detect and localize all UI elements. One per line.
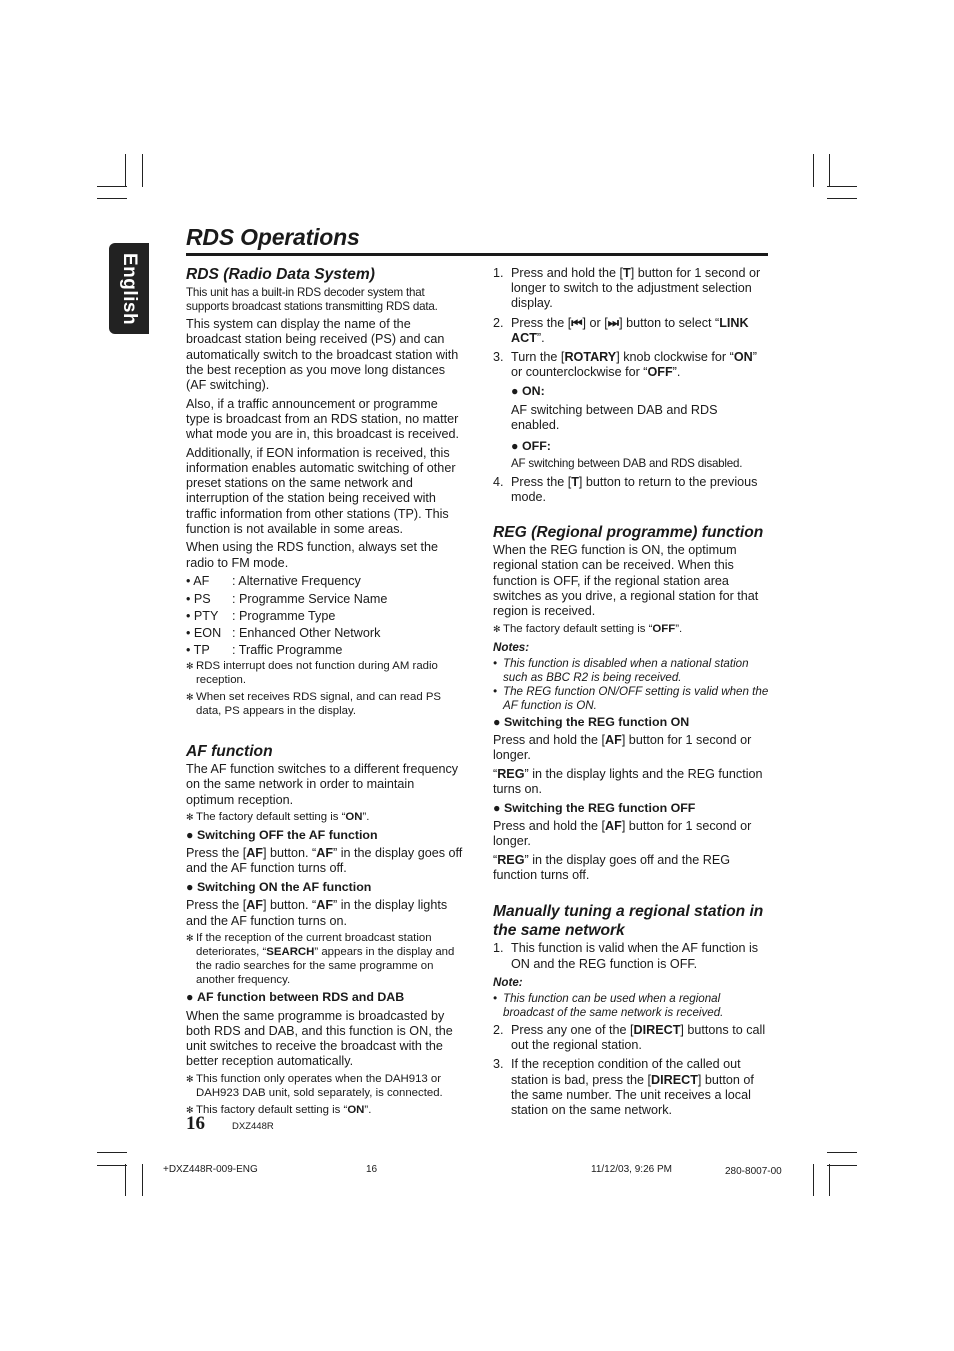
off-label: ● OFF:: [511, 439, 551, 454]
af-off-heading: ● Switching OFF the AF function: [186, 828, 378, 843]
af-heading: AF function: [186, 742, 273, 760]
af-dab-text: When the same programme is broadcasted by both RDS and DAB, and this function is ON, the unit switches to receive the broadcast with the better reception automatically.: [186, 1008, 453, 1069]
page-title: RDS Operations: [186, 224, 360, 250]
crop-mark: [829, 154, 830, 187]
af-dab-default-note: ✻ This factory default setting is “ON”.: [186, 1103, 372, 1116]
on-text: AF switching between DAB and RDS enabled.: [511, 402, 718, 432]
af-on-heading: ● Switching ON the AF function: [186, 880, 372, 895]
footer-code: 280-8007-00: [725, 1166, 782, 1177]
page-number: 16: [186, 1113, 205, 1134]
crop-mark: [827, 186, 857, 187]
rds-intro: This unit has a built-in RDS decoder system that supports broadcast stations transmitting RDS data.: [186, 285, 438, 313]
crop-mark: [813, 1164, 814, 1196]
rds-heading: RDS (Radio Data System): [186, 266, 375, 283]
on-label: ● ON:: [511, 384, 545, 399]
reg-on-text: Press and hold the [AF] button for 1 second or longer.: [493, 732, 752, 763]
step-2: 2. Press the [⏮] or [⏭] button to select “LINK ACT”.: [493, 315, 749, 345]
crop-mark: [827, 198, 857, 199]
crop-mark: [97, 186, 127, 187]
reg-heading: REG (Regional programme) function: [493, 523, 764, 541]
af-dab-heading: ● AF function between RDS and DAB: [186, 990, 405, 1005]
reg-default-note: ✻ The factory default setting is “OFF”.: [493, 622, 683, 635]
step-1: 1. Press and hold the [T] button for 1 second or longer to switch to the adjustment selection display.: [493, 266, 761, 311]
rds-note: ✻ When set receives RDS signal, and can read PS data, PS appears in the display.: [186, 690, 442, 717]
crop-mark: [827, 1152, 857, 1153]
af-dab-note: ✻ This function only operates when the DAH913 or DAH923 DAB unit, sold separately, is connected.: [186, 1072, 443, 1099]
rds-paragraph: Also, if a traffic announcement or programme type is broadcast from an RDS station, no matter what mode you are in, this broadcast is received.: [186, 396, 460, 442]
af-paragraph: The AF function switches to a different frequency on the same network in order to maintain optimum reception.: [186, 762, 459, 807]
step-4: 4. Press the [T] button to return to the previous mode.: [493, 475, 758, 505]
reg-off-display: “REG” in the display goes off and the REG function turns off.: [493, 852, 731, 883]
footer-page: 16: [366, 1164, 378, 1175]
off-text: AF switching between DAB and RDS disabled.: [511, 457, 743, 471]
next-button-icon: ⏭: [607, 315, 620, 330]
crop-mark: [142, 154, 143, 187]
title-rule: [186, 253, 768, 256]
step-3: 3. Turn the [ROTARY] knob clockwise for “ON” or counterclockwise for “OFF”.: [493, 350, 757, 380]
crop-mark: [813, 154, 814, 187]
crop-mark: [829, 1164, 830, 1196]
reg-on-display: “REG” in the display lights and the REG function turns on.: [493, 766, 763, 797]
abbreviation-row: • AF : Alternative Frequency: [186, 574, 361, 589]
af-default-note: ✻ The factory default setting is “ON”.: [186, 811, 370, 824]
crop-mark: [827, 1165, 857, 1166]
abbreviation-row: • TP : Traffic Programme: [186, 643, 343, 658]
manual-step-1: 1. This function is valid when the AF function is ON and the REG function is OFF.: [493, 941, 759, 971]
reg-notes-heading: Notes:: [493, 640, 530, 654]
prev-button-icon: ⏮: [571, 315, 583, 330]
rds-paragraph: When using the RDS function, always set the radio to FM mode.: [186, 540, 439, 570]
crop-mark: [97, 1165, 127, 1166]
manual-step-3: 3. If the reception condition of the called out station is bad, press the [DIRECT] button of the same number. The unit receives a local station on the same network.: [493, 1057, 754, 1118]
model-code: DXZ448R: [232, 1121, 274, 1132]
crop-mark: [97, 198, 127, 199]
right-column: [493, 266, 769, 1118]
rds-note: ✻ RDS interrupt does not function during AM radio reception.: [186, 660, 438, 687]
manual-step-2: 2. Press any one of the [DIRECT] buttons to call out the regional station.: [493, 1023, 766, 1053]
crop-mark: [125, 1164, 126, 1196]
footer-datetime: 11/12/03, 9:26 PM: [591, 1164, 672, 1175]
af-on-text: Press the [AF] button. “AF” in the display lights and the AF function turns on.: [186, 898, 448, 928]
reg-note: • This function is disabled when a national station such as BBC R2 is being received.: [493, 656, 749, 684]
af-search-note: ✻ If the reception of the current broadcast station deteriorates, “SEARCH” appears in the display and the radio searches for the same programme on another frequency.: [186, 932, 455, 986]
abbreviation-row: • PS : Programme Service Name: [186, 591, 388, 606]
reg-off-heading: ● Switching the REG function OFF: [493, 800, 696, 815]
abbreviation-row: • EON : Enhanced Other Network: [186, 625, 381, 640]
language-tab: [109, 243, 149, 334]
abbreviation-row: • PTY : Programme Type: [186, 608, 336, 623]
reg-paragraph: When the REG function is ON, the optimum regional station can be received. When this function is OFF, if the regional station area switches as you drive, a regional station for that region is received.: [493, 543, 759, 619]
crop-mark: [125, 154, 126, 187]
crop-mark: [142, 1164, 143, 1196]
footer-file: +DXZ448R-009-ENG: [163, 1164, 258, 1175]
rds-paragraph: This system can display the name of the broadcast station being received (PS) and can automatically switch to the broadcast station with the best reception as you move long distances (AF switching).: [186, 317, 459, 392]
language-tab-label: English: [119, 252, 140, 325]
manual-heading: Manually tuning a regional station in the same network: [493, 903, 764, 939]
manual-note-heading: Note:: [493, 975, 523, 989]
reg-off-text: Press and hold the [AF] button for 1 second or longer.: [493, 818, 752, 849]
manual-note: • This function can be used when a regional broadcast of the same network is received.: [493, 992, 724, 1020]
af-off-text: Press the [AF] button. “AF” in the display goes off and the AF function turns off.: [186, 846, 463, 876]
rds-paragraph: Additionally, if EON information is received, this information enables automatic switching of other preset stations on the same network and interruption of the station being received with traffic information from other stations (TP). This function is not available in some areas.: [186, 445, 456, 536]
crop-mark: [97, 1152, 127, 1153]
left-column: [186, 266, 464, 1120]
reg-on-heading: ● Switching the REG function ON: [493, 714, 690, 729]
reg-note: • The REG function ON/OFF setting is valid when the AF function is ON.: [493, 684, 769, 712]
